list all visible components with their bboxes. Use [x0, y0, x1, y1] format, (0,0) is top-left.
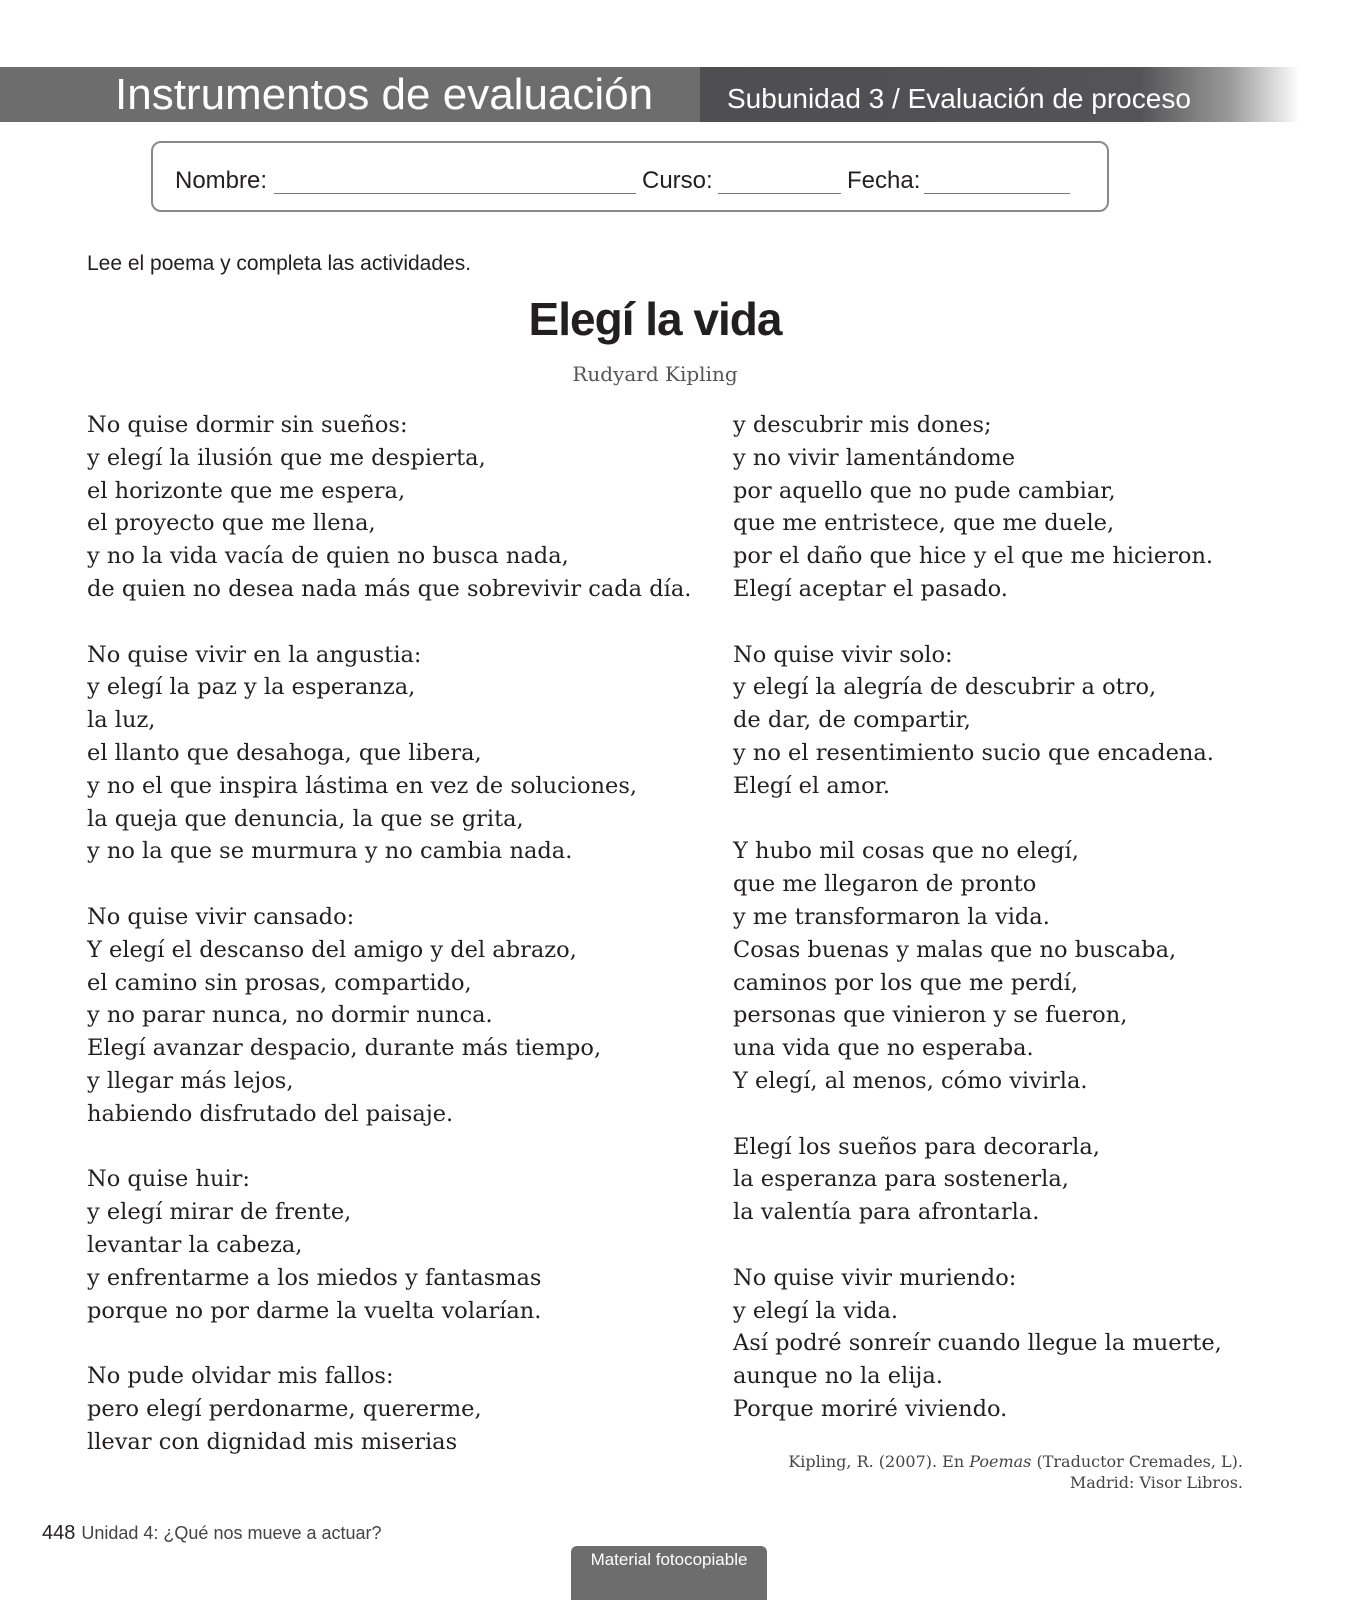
- verse-line: el proyecto que me llena,: [87, 510, 376, 537]
- verse-line: No quise vivir cansado:: [87, 903, 355, 930]
- photocopy-tab: [571, 1546, 767, 1600]
- verse-line: y elegí la vida.: [733, 1297, 899, 1324]
- verse-line: pero elegí perdonarme, quererme,: [87, 1395, 482, 1422]
- verse-line: Elegí avanzar despacio, durante más tiempo,: [87, 1035, 602, 1062]
- page-subtitle: Subunidad 3 / Evaluación de proceso: [727, 83, 1191, 114]
- stanza: [87, 901, 707, 1131]
- stanza: [733, 639, 1333, 803]
- verse-line: y no el que inspira lástima en vez de soluciones,: [87, 772, 638, 799]
- verse-line: aunque no la elija.: [733, 1363, 943, 1390]
- verse-line: personas que vinieron y se fueron,: [733, 1002, 1128, 1029]
- verse-line: y no la vida vacía de quien no busca nada,: [87, 543, 569, 570]
- citation-book: Poemas: [969, 1452, 1032, 1471]
- verse-line: y descubrir mis dones;: [733, 412, 992, 438]
- verse-line: el llanto que desahoga, que libera,: [87, 739, 482, 766]
- citation-line-1: [788, 1451, 1243, 1472]
- verse-line: y no vivir lamentándome: [733, 444, 1016, 471]
- student-info-box: [151, 141, 1109, 212]
- course-field[interactable]: [718, 193, 841, 194]
- verse-line: y no la que se murmura y no cambia nada.: [87, 838, 573, 865]
- header-band: [0, 67, 1300, 122]
- verse-line: el camino sin prosas, compartido,: [87, 969, 472, 996]
- verse-line: el horizonte que me espera,: [87, 477, 406, 504]
- verse-line: habiendo disfrutado del paisaje.: [87, 1100, 454, 1127]
- verse-line: y elegí mirar de frente,: [87, 1199, 352, 1226]
- page-footer: [42, 1522, 382, 1545]
- unit-label: Unidad 4: ¿Qué nos mueve a actuar?: [81, 1523, 382, 1543]
- stanza: [87, 409, 707, 606]
- page-number: 448: [42, 1522, 76, 1544]
- verse-line: de quien no desea nada más que sobrevivir cada día.: [87, 575, 692, 602]
- verse-line: de dar, de compartir,: [733, 707, 971, 734]
- stanza: [87, 639, 707, 869]
- verse-line: y enfrentarme a los miedos y fantasmas: [87, 1264, 542, 1291]
- verse-line: la esperanza para sostenerla,: [733, 1166, 1069, 1193]
- verse-line: No quise vivir muriendo:: [733, 1264, 1017, 1291]
- course-label: Curso:: [642, 167, 713, 194]
- verse-line: No quise huir:: [87, 1166, 251, 1193]
- date-field[interactable]: [924, 193, 1070, 194]
- page-title: Instrumentos de evaluación: [115, 70, 654, 119]
- verse-line: No quise vivir en la angustia:: [87, 641, 422, 668]
- verse-line: llevar con dignidad mis miserias: [87, 1428, 458, 1455]
- citation-prefix: Kipling, R. (2007). En: [788, 1452, 970, 1471]
- name-field[interactable]: [274, 193, 636, 194]
- citation-line-2: Madrid: Visor Libros.: [1069, 1473, 1243, 1492]
- photocopy-label: Material fotocopiable: [590, 1550, 748, 1569]
- verse-line: y no parar nunca, no dormir nunca.: [87, 1002, 493, 1029]
- verse-line: la queja que denuncia, la que se grita,: [87, 805, 524, 832]
- verse-line: y elegí la alegría de descubrir a otro,: [733, 674, 1157, 701]
- citation-suffix: (Traductor Cremades, L).: [1031, 1452, 1243, 1471]
- verse-line: que me llegaron de pronto: [733, 871, 1037, 898]
- verse-line: la valentía para afrontarla.: [733, 1199, 1040, 1226]
- verse-line: y no el resentimiento sucio que encadena.: [733, 739, 1214, 766]
- verse-line: porque no por darme la vuelta volarían.: [87, 1297, 542, 1324]
- verse-line: No pude olvidar mis fallos:: [87, 1363, 394, 1390]
- verse-line: y me transformaron la vida.: [733, 903, 1050, 930]
- verse-line: Y elegí, al menos, cómo vivirla.: [733, 1067, 1088, 1094]
- name-label: Nombre:: [175, 167, 268, 194]
- instruction-text: Lee el poema y completa las actividades.: [87, 252, 472, 275]
- verse-line: Elegí el amor.: [733, 772, 891, 799]
- verse-line: Y elegí el descanso del amigo y del abrazo,: [87, 936, 577, 963]
- verse-line: Cosas buenas y malas que no buscaba,: [733, 936, 1177, 963]
- verse-line: y elegí la ilusión que me despierta,: [87, 444, 486, 471]
- verse-line: Porque moriré viviendo.: [733, 1395, 1008, 1422]
- verse-line: Y hubo mil cosas que no elegí,: [733, 838, 1079, 865]
- stanza: [87, 1163, 707, 1327]
- stanza: [733, 835, 1333, 1097]
- stanza: [733, 1131, 1333, 1229]
- stanza: [87, 1360, 707, 1458]
- verse-line: y llegar más lejos,: [87, 1067, 294, 1094]
- verse-line: No quise vivir solo:: [733, 641, 953, 668]
- poem-title: Elegí la vida: [528, 293, 782, 345]
- citation: [788, 1451, 1243, 1493]
- verse-line: por el daño que hice y el que me hicieron.: [733, 543, 1214, 570]
- poem-author: Rudyard Kipling: [572, 362, 738, 386]
- verse-line: Elegí los sueños para decorarla,: [733, 1133, 1100, 1160]
- stanza: [733, 1262, 1333, 1426]
- verse-line: y elegí la paz y la esperanza,: [87, 674, 416, 701]
- verse-line: levantar la cabeza,: [87, 1231, 303, 1258]
- poem-right-column: [733, 409, 1333, 1459]
- date-label: Fecha:: [847, 167, 921, 194]
- verse-line: Así podré sonreír cuando llegue la muerte,: [733, 1330, 1222, 1357]
- verse-line: la luz,: [87, 707, 156, 734]
- verse-line: caminos por los que me perdí,: [733, 969, 1078, 996]
- verse-line: que me entristece, que me duele,: [733, 510, 1115, 537]
- verse-line: No quise dormir sin sueños:: [87, 412, 408, 438]
- verse-line: por aquello que no pude cambiar,: [733, 477, 1116, 504]
- stanza: [733, 409, 1333, 606]
- verse-line: Elegí aceptar el pasado.: [733, 575, 1008, 602]
- poem-left-column: [87, 409, 707, 1491]
- verse-line: una vida que no esperaba.: [733, 1035, 1034, 1062]
